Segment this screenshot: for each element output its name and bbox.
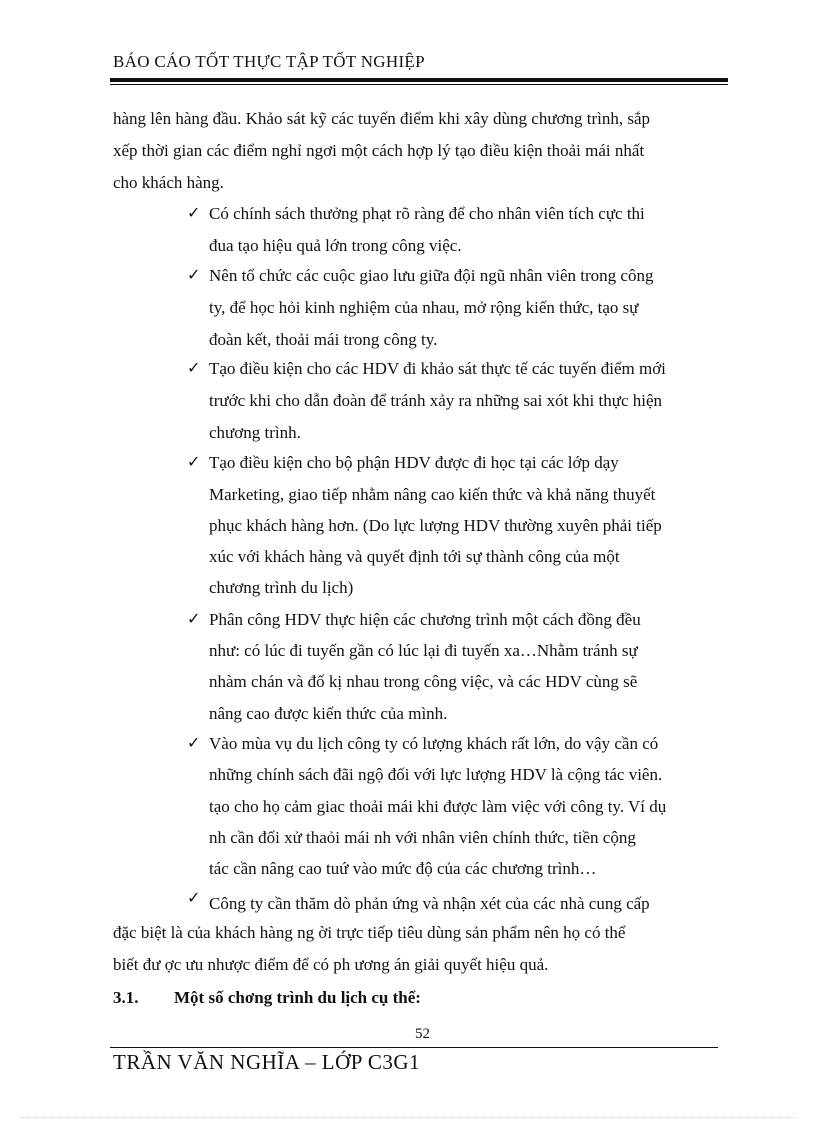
checkmark-icon: ✓ (187, 609, 201, 628)
bullet-line: nâng cao được kiến thức của mình. (209, 704, 448, 723)
bullet-line: xúc với khách hàng và quyết định tới sự thành công của một (209, 547, 620, 566)
bullet-line: trước khi cho dẫn đoàn để tránh xảy ra những sai xót khi thực hiện (209, 391, 663, 410)
checkmark-icon: ✓ (187, 452, 201, 471)
bullet-line: Nên tổ chức các cuộc giao lưu giữa đội ngũ nhân viên trong công (209, 266, 654, 285)
page-edge-dotted-rule (20, 1117, 796, 1118)
footer-rule (110, 1047, 718, 1048)
bullet-line: nh cần đối xử thaỏi mái nh với nhân viên chính thức, tiền cộng (209, 828, 636, 847)
footer-author: TRẦN VĂN NGHĨA – LỚP C3G1 (113, 1050, 421, 1074)
closing-line: biết đư ợc ưu nhược điểm để có ph ương án giải quyết hiệu quả. (113, 955, 549, 974)
bullet-line: Tạo điều kiện cho bộ phận HDV được đi học tại các lớp dạy (209, 453, 619, 472)
bullet-line: Tạo điều kiện cho các HDV đi khảo sát thực tế các tuyến điểm mới (209, 359, 666, 378)
bullet-line: đua tạo hiệu quả lớn trong công việc. (209, 236, 462, 255)
bullet-line: ty, để học hỏi kinh nghiệm của nhau, mở rộng kiến thức, tạo sự (209, 298, 639, 317)
bullet-line: phục khách hàng hơn. (Do lực lượng HDV thường xuyên phải tiếp (209, 516, 662, 535)
bullet-line: như: có lúc đi tuyến gần có lúc lại đi tuyến xa…Nhằm tránh sự (209, 641, 638, 660)
section-title: Một số chơng trình du lịch cụ thể: (174, 988, 421, 1007)
page-header-title: BÁO CÁO TỐT THỰC TẬP TỐT NGHIỆP (113, 52, 425, 71)
checkmark-icon: ✓ (187, 358, 201, 377)
bullet-line: chương trình du lịch) (209, 578, 354, 597)
intro-line: hàng lên hàng đầu. Khảo sát kỹ các tuyến điểm khi xây dùng chương trình, sắp (113, 109, 651, 128)
bullet-line: chương trình. (209, 423, 301, 442)
bullet-line: đoàn kết, thoải mái trong công ty. (209, 330, 438, 349)
closing-line: đặc biệt là của khách hàng ng ời trực tiếp tiêu dùng sản phẩm nên họ có thể (113, 923, 626, 942)
checkmark-icon: ✓ (187, 203, 201, 222)
checkmark-icon: ✓ (187, 733, 201, 752)
header-rule-thin (110, 84, 728, 85)
intro-line: cho khách hàng. (113, 173, 224, 192)
bullet-line: Vào mùa vụ du lịch công ty có lượng khách rất lớn, do vậy cần có (209, 734, 659, 753)
bullet-line: Marketing, giao tiếp nhằm nâng cao kiến thức và khả năng thuyết (209, 485, 656, 504)
bullet-line: nhàm chán và đố kị nhau trong công việc, và các HDV cùng sẽ (209, 672, 638, 691)
section-number: 3.1. (113, 988, 139, 1007)
page-number: 52 (415, 1026, 430, 1042)
bullet-line: những chính sách đãi ngộ đối với lực lượng HDV là cộng tác viên. (209, 765, 663, 784)
intro-line: xếp thời gian các điểm nghỉ ngơi một cách hợp lý tạo điều kiện thoải mái nhất (113, 141, 645, 160)
bullet-line: Phân công HDV thực hiện các chương trình một cách đồng đều (209, 610, 641, 629)
checkmark-icon: ✓ (187, 265, 201, 284)
checkmark-icon: ✓ (187, 888, 201, 907)
bullet-line: Công ty cần thăm dò phản ứng và nhận xét của các nhà cung cấp (209, 894, 650, 913)
bullet-line: tạo cho họ cảm giac thoải mái khi được làm việc với công ty. Ví dụ (209, 797, 667, 816)
bullet-line: Có chính sách thưởng phạt rõ ràng để cho nhân viên tích cực thi (209, 204, 645, 223)
bullet-line: tác cần nâng cao tuứ vào mức độ của các chương trình… (209, 859, 597, 878)
header-rule-thick (110, 78, 728, 82)
